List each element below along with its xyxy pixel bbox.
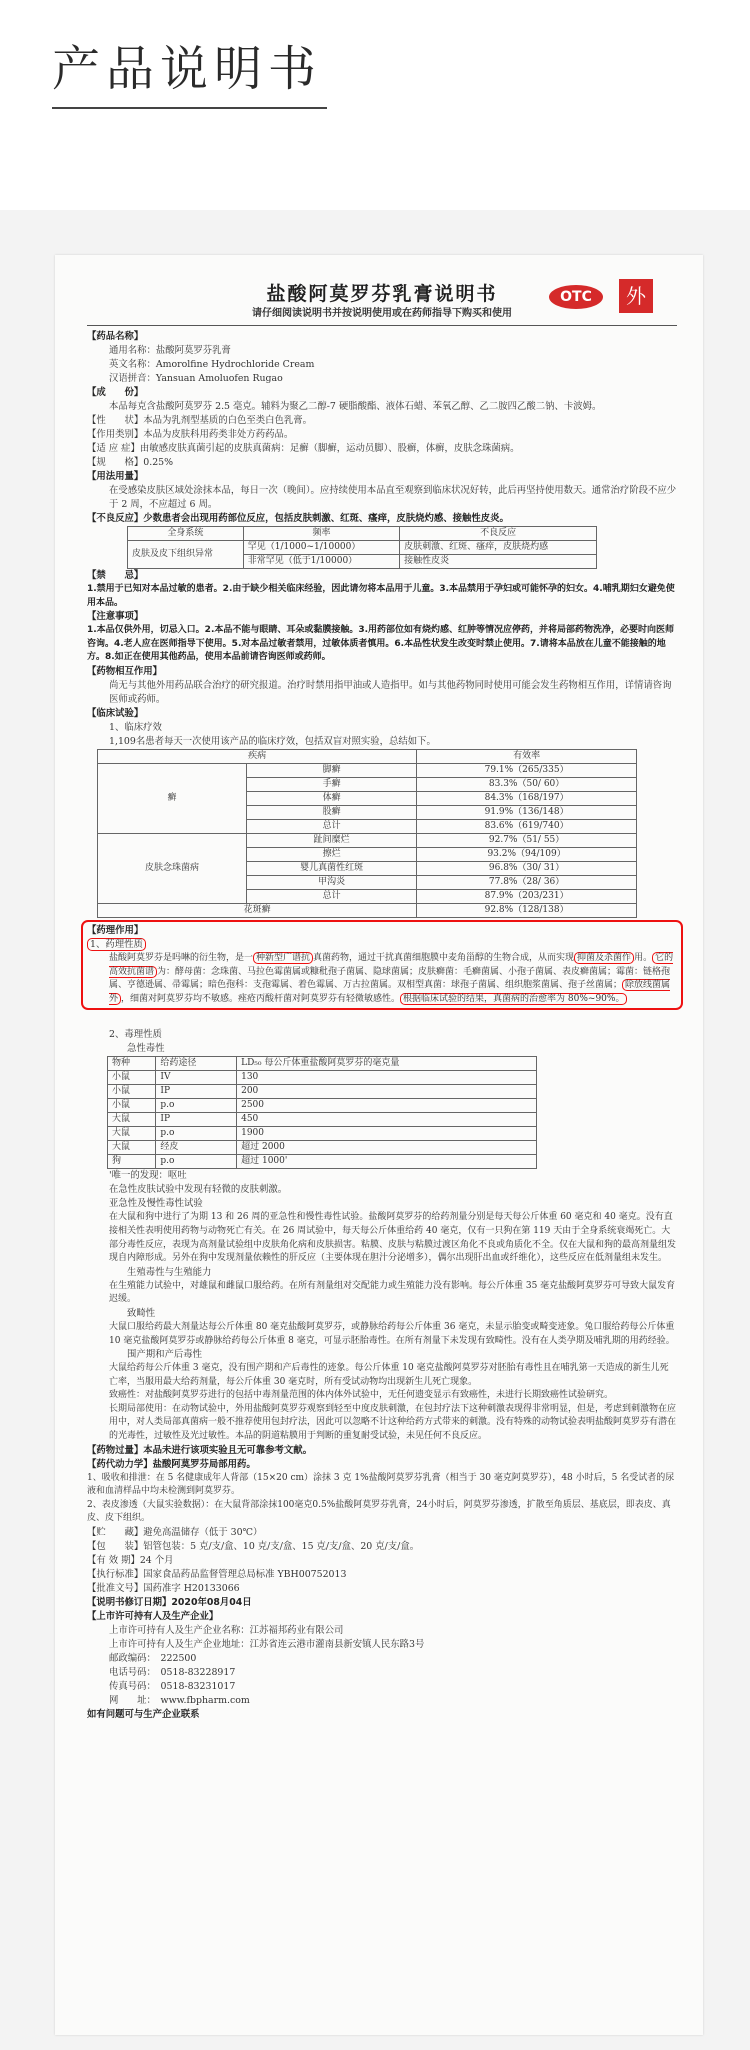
- adverse-reaction-table: [127, 526, 597, 569]
- mah-heading: 【上市许可持有人及生产企业】: [87, 1611, 219, 1623]
- adverse-heading: 【不良反应】少数患者会出现用药部位反应，包括皮肤刺激、红斑、瘙痒，皮肤烧灼感、接触性皮炎。: [87, 513, 509, 524]
- table-header: LD₅₀ 每公斤体重盐酸阿莫罗芬的毫克量: [237, 1057, 537, 1071]
- website: 网 址： www.fbpharm.com: [109, 1695, 250, 1707]
- highlight-mark: 它的高效抗菌谱: [109, 952, 674, 977]
- clinical-efficacy-table: [97, 749, 637, 918]
- usage-notice: 请仔细阅读说明书并按说明使用或在药师指导下购买和使用: [87, 307, 677, 326]
- table-cell: 擦烂: [246, 847, 416, 861]
- table-row: [108, 1155, 537, 1169]
- table-cell: 甲沟炎: [246, 875, 416, 889]
- text-run: 盐酸阿莫罗芬是吗啉的衍生物，是一: [109, 952, 254, 963]
- table-cell: 手癣: [246, 777, 416, 791]
- table-cell: 罕见（1/1000~1/10000）: [243, 541, 399, 555]
- leaflet-title: 盐酸阿莫罗芬乳膏说明书: [266, 283, 498, 305]
- table-row: [128, 541, 597, 555]
- table-cell: 77.8%（28/ 36）: [417, 875, 637, 889]
- interactions-heading: 【药物相互作用】: [87, 665, 163, 677]
- table-cell: 超过 2000: [237, 1141, 537, 1155]
- package: 【包 装】铝管包装：5 克/支/盒、10 克/支/盒、15 克/支/盒、20 克/支/盒。: [87, 1541, 420, 1553]
- category: 【作用类别】本品为皮肤科用药类非处方药药品。: [87, 429, 294, 440]
- table-header: 物种: [108, 1057, 156, 1071]
- clinical-subheading: 1、临床疗效: [109, 721, 162, 733]
- table-cell: 经皮: [156, 1141, 237, 1155]
- pharmacology-subheading: [87, 938, 677, 952]
- storage: 【贮 藏】避免高温储存（低于 30℃）: [87, 1527, 263, 1539]
- table-cell: 93.2%（94/109）: [417, 847, 637, 861]
- teratogenicity-text: 大鼠口服给药最大剂量达每公斤体重 80 毫克盐酸阿莫罗芬，或静脉给药每公斤体重 36 毫克，未显示胎变或畸变迹象。兔口服给药每公斤体重 10 毫克盐酸阿莫罗芬或静脉给药每公斤体重 8 毫克，可显示胚胎毒性。在所有剂量下未发现有致畸性。没有在人类孕期及哺乳期的用药经验。: [109, 1321, 675, 1346]
- acute-toxicity-heading: 急性毒性: [127, 1043, 165, 1055]
- table-row: [108, 1085, 537, 1099]
- table-cell: 92.7%（51/ 55）: [417, 833, 637, 847]
- pharmacology-text: [87, 952, 677, 1006]
- postcode: 邮政编码： 222500: [109, 1653, 197, 1665]
- highlight-mark: 1、药理性质: [87, 938, 146, 951]
- table-cell: 2500: [237, 1099, 537, 1113]
- toxicology-subheading: 2、毒理性质: [109, 1029, 162, 1041]
- teratogenicity-heading: 致畸性: [127, 1307, 156, 1319]
- table-row: [98, 833, 637, 847]
- table-cell: 91.9%（136/148）: [417, 805, 637, 819]
- table-cell: 癣: [98, 763, 247, 833]
- highlight-mark: 抑菌及杀菌作: [574, 952, 634, 964]
- table-row: [108, 1071, 537, 1085]
- pharmacokinetics-heading: 【药代动力学】盐酸阿莫罗芬局部用药。: [87, 1458, 256, 1470]
- highlight-mark: 种新型广谱抗: [253, 952, 313, 964]
- table-cell: 脚癣: [246, 763, 416, 777]
- table-cell: 大鼠: [108, 1141, 156, 1155]
- table-row: [108, 1113, 537, 1127]
- page-title: 产品说明书: [52, 41, 323, 97]
- table-cell: 84.3%（168/197）: [417, 791, 637, 805]
- table-cell: 花斑癣: [98, 903, 417, 917]
- revision-date: 【说明书修订日期】2020年08月04日: [87, 1597, 252, 1609]
- table-cell: 狗: [108, 1155, 156, 1169]
- table-cell: 股癣: [246, 805, 416, 819]
- approval-number: 【批准文号】国药准字 H20133066: [87, 1583, 240, 1595]
- table-header: 给药途径: [156, 1057, 237, 1071]
- otc-badge: OTC: [549, 285, 603, 309]
- table-cell: 大鼠: [108, 1127, 156, 1141]
- table-cell: 总计: [246, 819, 416, 833]
- table-cell: IP: [156, 1085, 237, 1099]
- overdose: 【药物过量】本品未进行该项实验且无可靠参考文献。: [87, 1444, 313, 1456]
- mah-address: 上市许可持有人及生产企业地址：江苏省连云港市灌南县新安镇人民东路3号: [109, 1639, 425, 1651]
- highlight-mark: 根据临床试验的结果，真菌病的治愈率为 80%~90%。: [400, 993, 627, 1005]
- perinatal-text: 大鼠给药每公斤体重 3 毫克，没有围产期和产后毒性的迹象。每公斤体重 10 毫克盐酸阿莫罗芬对胚胎有毒性且在哺乳第一天造成的新生儿死亡率，当服用最大给药剂量，每公斤体重 30 毫克时，所有受试动物均出现新生儿死亡现象。: [109, 1363, 669, 1387]
- acute-toxicity-table: [107, 1056, 537, 1169]
- table-cell: 趾间糜烂: [246, 833, 416, 847]
- table-header: 有效率: [417, 749, 637, 763]
- mah-name: 上市许可持有人及生产企业名称：江苏福邦药业有限公司: [109, 1625, 344, 1637]
- table-header: 全身系统: [128, 527, 244, 541]
- footer-contact: 如有问题可与生产企业联系: [87, 1709, 200, 1721]
- table-cell: 小鼠: [108, 1071, 156, 1085]
- table-row: [108, 1141, 537, 1155]
- external-use-badge: 外: [619, 279, 653, 313]
- acute-text: 在急性皮肤试验中发现有轻微的皮肤刺激。: [109, 1184, 288, 1196]
- table-row: [108, 1127, 537, 1141]
- table-row: [98, 903, 637, 917]
- table-cell: 92.8%（128/138）: [417, 903, 637, 917]
- pharmacology-heading: 【药理作用】: [87, 924, 144, 936]
- table-cell: 小鼠: [108, 1099, 156, 1113]
- text-run: ，细菌对阿莫罗芬均不敏感。痤疮丙酸杆菌对阿莫罗芬有轻微敏感性。: [121, 993, 401, 1004]
- table-header: 疾病: [98, 749, 417, 763]
- pharmacokinetics-text-1: 1、吸收和排泄：在 5 名健康成年人背部（15×20 cm）涂抹 3 克 1%盐酸阿莫罗芬乳膏（相当于 30 毫克阿莫罗芬），48 小时后，5 名受试者的尿液和血清样品中均未检测到阿莫罗芬。: [87, 1472, 675, 1497]
- table-cell: IV: [156, 1071, 237, 1085]
- validity: 【有 效 期】24 个月: [87, 1555, 174, 1567]
- table-cell: 450: [237, 1113, 537, 1127]
- table-cell: 皮肤念珠菌病: [98, 833, 247, 903]
- pinyin-name: 汉语拼音：Yansuan Amoluofen Rugao: [109, 373, 283, 384]
- table-row: [98, 763, 637, 777]
- table-cell: p.o: [156, 1155, 237, 1169]
- clinical-heading: 【临床试验】: [87, 707, 144, 719]
- contraindications-text: 1.禁用于已知对本品过敏的患者。2.由于缺少相关临床经验，因此请勿将本品用于儿童。3.本品禁用于孕妇或可能怀孕的妇女。4.哺乳期妇女避免使用本品。: [87, 584, 675, 608]
- generic-name: 通用名称：盐酸阿莫罗芬乳膏: [109, 345, 231, 356]
- phone: 电话号码： 0518-83228917: [109, 1667, 236, 1679]
- indications: 【适 应 症】由敏感皮肤真菌引起的皮肤真菌病：足癣（脚癣，运动员脚）、股癣，体癣，皮肤念珠菌病。: [87, 443, 520, 454]
- table-cell: 96.8%（30/ 31）: [417, 861, 637, 875]
- clinical-intro: 1,109名患者每天一次使用该产品的临床疗效，包括双盲对照实验，总结如下。: [109, 735, 436, 747]
- text-run: 真菌药物，通过干扰真菌细胞膜中麦角甾醇的生物合成，从而实现: [313, 952, 575, 963]
- perinatal-heading: 围产期和产后毒性: [127, 1349, 203, 1361]
- reproduction-heading: 生殖毒性与生殖能力: [127, 1266, 212, 1278]
- table-cell: 皮肤刺激、红斑、瘙痒，皮肤烧灼感: [400, 541, 597, 555]
- table-cell: 83.3%（50/ 60）: [417, 777, 637, 791]
- pharmacology-highlight-box: [81, 920, 683, 1010]
- table-cell: 婴儿真菌性红斑: [246, 861, 416, 875]
- precautions-text: 1.本品仅供外用，切忌入口。2.本品不能与眼睛、耳朵或黏膜接触。3.用药部位如有烧灼感、红肿等情况应停药，并将局部药物洗净，必要时向医师咨询。4.老人应在医师指导下使用。5.对本品过敏者禁用，过敏体质者慎用。6.本品性状发生改变时禁止使用。7.请将本品放在儿童不能接触的地方。8.如正在使用其他药品，使用本品前请咨询医师或药师。: [87, 625, 675, 663]
- ingredients-text: 本品每克含盐酸阿莫罗芬 2.5 毫克。辅料为聚乙二醇-7 硬脂酸酯、液体石蜡、苯氧乙醇、乙二胺四乙酸二钠、卡波姆。: [109, 401, 602, 412]
- table-cell: 非常罕见（低于1/10000）: [243, 555, 399, 569]
- table-header-row: [128, 527, 597, 541]
- table-cell: p.o: [156, 1127, 237, 1141]
- table-cell: 总计: [246, 889, 416, 903]
- reproduction-text: 在生殖能力试验中，对雄鼠和雌鼠口服给药。在所有剂量组对交配能力或生殖能力没有影响。每公斤体重 35 毫克盐酸阿莫罗芬可导致大鼠发育迟缓。: [109, 1280, 676, 1305]
- toxicity-note: '唯一的发现：呕吐: [109, 1170, 187, 1182]
- precautions-heading: 【注意事项】: [87, 611, 144, 623]
- table-header-row: [98, 749, 637, 763]
- subacute-heading: 亚急性及慢性毒性试验: [109, 1198, 203, 1210]
- table-cell: 大鼠: [108, 1113, 156, 1127]
- table-cell: 超过 1000': [237, 1155, 537, 1169]
- leaflet-scan: [55, 255, 703, 2035]
- table-cell: 83.6%（619/740）: [417, 819, 637, 833]
- table-cell: IP: [156, 1113, 237, 1127]
- usage-text: 在受感染皮肤区域处涂抹本品，每日一次（晚间）。应持续使用本品直至观察到临床状况好转，此后再坚持使用数天。通常治疗阶段不应少于 2 周，不应超过 6 周。: [109, 485, 677, 510]
- drug-name-heading: 【药品名称】: [87, 331, 144, 342]
- properties: 【性 状】本品为乳剂型基质的白色至类白色乳膏。: [87, 415, 313, 426]
- usage-heading: 【用法用量】: [87, 471, 144, 482]
- text-run: 为：酵母菌：念珠菌、马拉色霉菌属或糠秕孢子菌属、隐球菌属；皮肤癣菌：毛癣菌属、小孢子菌属、表皮癣菌属；霉菌：链格孢属、亨德逊属、帚霉属；暗色孢科：支孢霉属、着色霉属、万古拉菌属。双相型真菌：球孢子菌属、组织胞浆菌属、孢子丝菌属；: [109, 966, 671, 991]
- subacute-text: 在大鼠和狗中进行了为期 13 和 26 周的亚急性和慢性毒性试验。盐酸阿莫罗芬的给药剂量分别是每天每公斤体重 60 毫克和 40 毫克。没有直接相关性表明使用药物与动物死亡有关。在 26 周试验中，每天每公斤体重给药 40 毫克，仅有一只狗在第 119 天由于全身系统衰竭死亡。大部分毒性反应，表现为高剂量试验组中皮肤角化病和皮肤损害。粘膜、皮肤与粘膜过渡区角化不良或角质化不全。仅在大鼠和狗的最高剂量组发现自内障形成。另外在狗中发现剂量依赖性的肝反应（主要体现在胆汁分泌增多），偶尔出现肝出血或纤维化），这些反应在低剂量组未发生。: [109, 1212, 677, 1264]
- table-row: [108, 1099, 537, 1113]
- table-cell: 小鼠: [108, 1085, 156, 1099]
- table-cell: 87.9%（203/231）: [417, 889, 637, 903]
- ingredients-heading: 【成 份】: [87, 387, 144, 398]
- pharmacokinetics-text-2: 2、表皮渗透（大鼠实验数据）：在大鼠背部涂抹100毫克0.5%盐酸阿莫罗芬乳膏，24小时后，阿莫罗芬渗透，扩散至角质层、基底层，即表皮、真皮、皮下组织。: [87, 1499, 671, 1524]
- table-cell: 皮肤及皮下组织异常: [128, 541, 244, 569]
- table-header-row: [108, 1057, 537, 1071]
- table-cell: 1900: [237, 1127, 537, 1141]
- fax: 传真号码： 0518-83231017: [109, 1681, 236, 1693]
- highlight-mark: 除放线菌属外: [109, 980, 671, 1004]
- contraindications-heading: 【禁 忌】: [87, 570, 144, 581]
- table-cell: 体癣: [246, 791, 416, 805]
- page-header: [0, 0, 750, 210]
- english-name: 英文名称：Amorolfine Hydrochloride Cream: [109, 359, 315, 370]
- table-cell: 200: [237, 1085, 537, 1099]
- text-run: 用。: [634, 952, 653, 963]
- title-underline: [52, 107, 327, 109]
- table-header: 频率: [243, 527, 399, 541]
- table-cell: 130: [237, 1071, 537, 1085]
- table-cell: 接触性皮炎: [400, 555, 597, 569]
- interactions-text: 尚无与其他外用药品联合治疗的研究报道。治疗时禁用指甲油或人造指甲。如与其他药物同时使用可能会发生药物相互作用，详情请咨询医师或药师。: [109, 679, 672, 705]
- specification: 【规 格】0.25%: [87, 457, 174, 468]
- carcinogenicity-text: 致癌性：对盐酸阿莫罗芬进行的包括中毒剂量范围的体内体外试验中，无任何遗变显示有致癌性，未进行长期致癌性试验研究。: [109, 1390, 614, 1401]
- long-term-text: 长期局部使用：在动物试验中，外用盐酸阿莫罗芬观察到轻至中度皮肤刺激，在包封疗法下这种刺激表现得非常明显，但是，考虑到刺激物在应用中，对人类局部真菌病一般不推荐使用包封疗法，因此可以忽略不计这种给药方式带来的刺激。没有特殊的动物试验表明盐酸阿莫罗芬有潜在的光毒性，过敏性及光过敏性。本品的阴道粘膜用于判断的重复耐受试验，未见任何不良反应。: [109, 1403, 677, 1442]
- table-cell: p.o: [156, 1099, 237, 1113]
- table-header: 不良反应: [400, 527, 597, 541]
- standard: 【执行标准】国家食品药品监督管理总局标准 YBH00752013: [87, 1569, 347, 1581]
- table-cell: 79.1%（265/335）: [417, 763, 637, 777]
